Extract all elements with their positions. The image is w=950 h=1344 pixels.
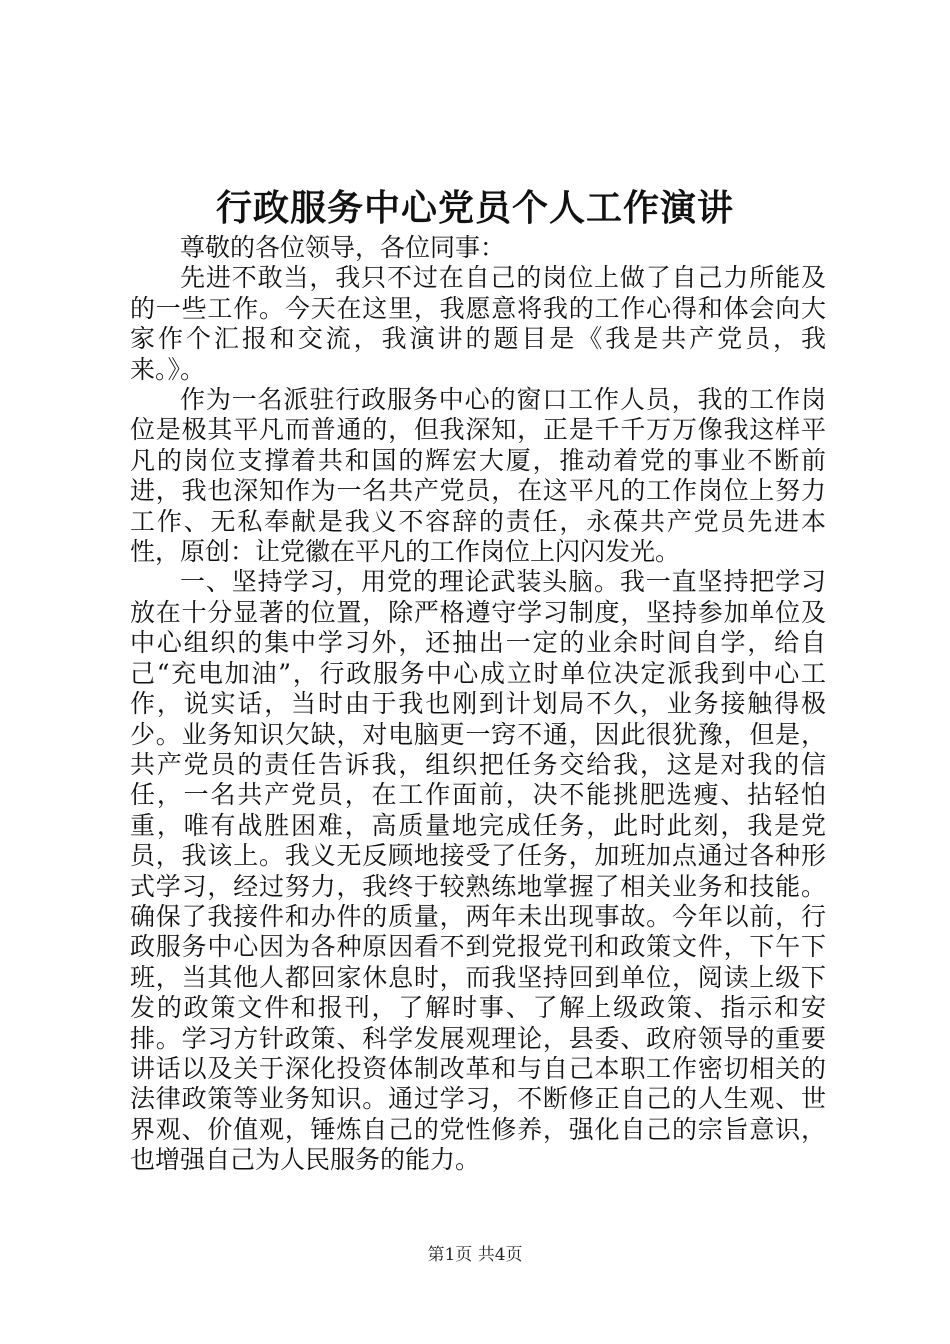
paragraph-intro: 先进不敢当，我只不过在自己的岗位上做了自己力所能及的一些工作。今天在这里，我愿意将我的工作心得和体会向大家作个汇报和交流，我演讲的题目是《我是共产党员，我来。》。	[130, 263, 826, 384]
document-title: 行政服务中心党员个人工作演讲	[215, 187, 734, 229]
page-number-footer: 第1页 共4页	[427, 1245, 523, 1265]
paragraph-position: 作为一名派驻行政服务中心的窗口工作人员，我的工作岗位是极其平凡而普通的，但我深知，正是千千万万像我这样平凡的岗位支撑着共和国的辉宏大厦，推动着党的事业不断前进，我也深知作为一名共产党员，在这平凡的工作岗位上努力工作、无私奉献是我义不容辞的责任，永葆共产党员先进本性，原创：让党徽在平凡的工作岗位上闪闪发光。	[130, 385, 826, 567]
document-body	[130, 233, 826, 1176]
paragraph-study: 一、坚持学习，用党的理论武装头脑。我一直坚持把学习放在十分显著的位置，除严格遵守学习制度，坚持参加单位及中心组织的集中学习外，还抽出一定的业余时间自学，给自己“充电加油”，行政服务中心成立时单位决定派我到中心工作，说实话，当时由于我也刚到计划局不久，业务接触得极少。业务知识欠缺，对电脑更一窍不通，因此很犹豫，但是，共产党员的责任告诉我，组织把任务交给我，这是对我的信任，一名共产党员，在工作面前，决不能挑肥选瘦、拈轻怕重，唯有战胜困难，高质量地完成任务，此时此刻，我是党员，我该上。我义无反顾地接受了任务，加班加点通过各种形式学习，经过努力，我终于较熟练地掌握了相关业务和技能。确保了我接件和办件的质量，两年未出现事故。今年以前，行政服务中心因为各种原因看不到党报党刊和政策文件，下午下班，当其他人都回家休息时，而我坚持回到单位，阅读上级下发的政策文件和报刊，了解时事、了解上级政策、指示和安排。学习方针政策、科学发展观理论，县委、政府领导的重要讲话以及关于深化投资体制改革和与自己本职工作密切相关的法律政策等业务知识。通过学习，不断修正自己的人生观、世界观、价值观，锤炼自己的党性修养，强化自己的宗旨意识，也增强自己为人民服务的能力。	[130, 567, 826, 1175]
paragraph-salutation: 尊敬的各位领导，各位同事：	[180, 233, 506, 262]
